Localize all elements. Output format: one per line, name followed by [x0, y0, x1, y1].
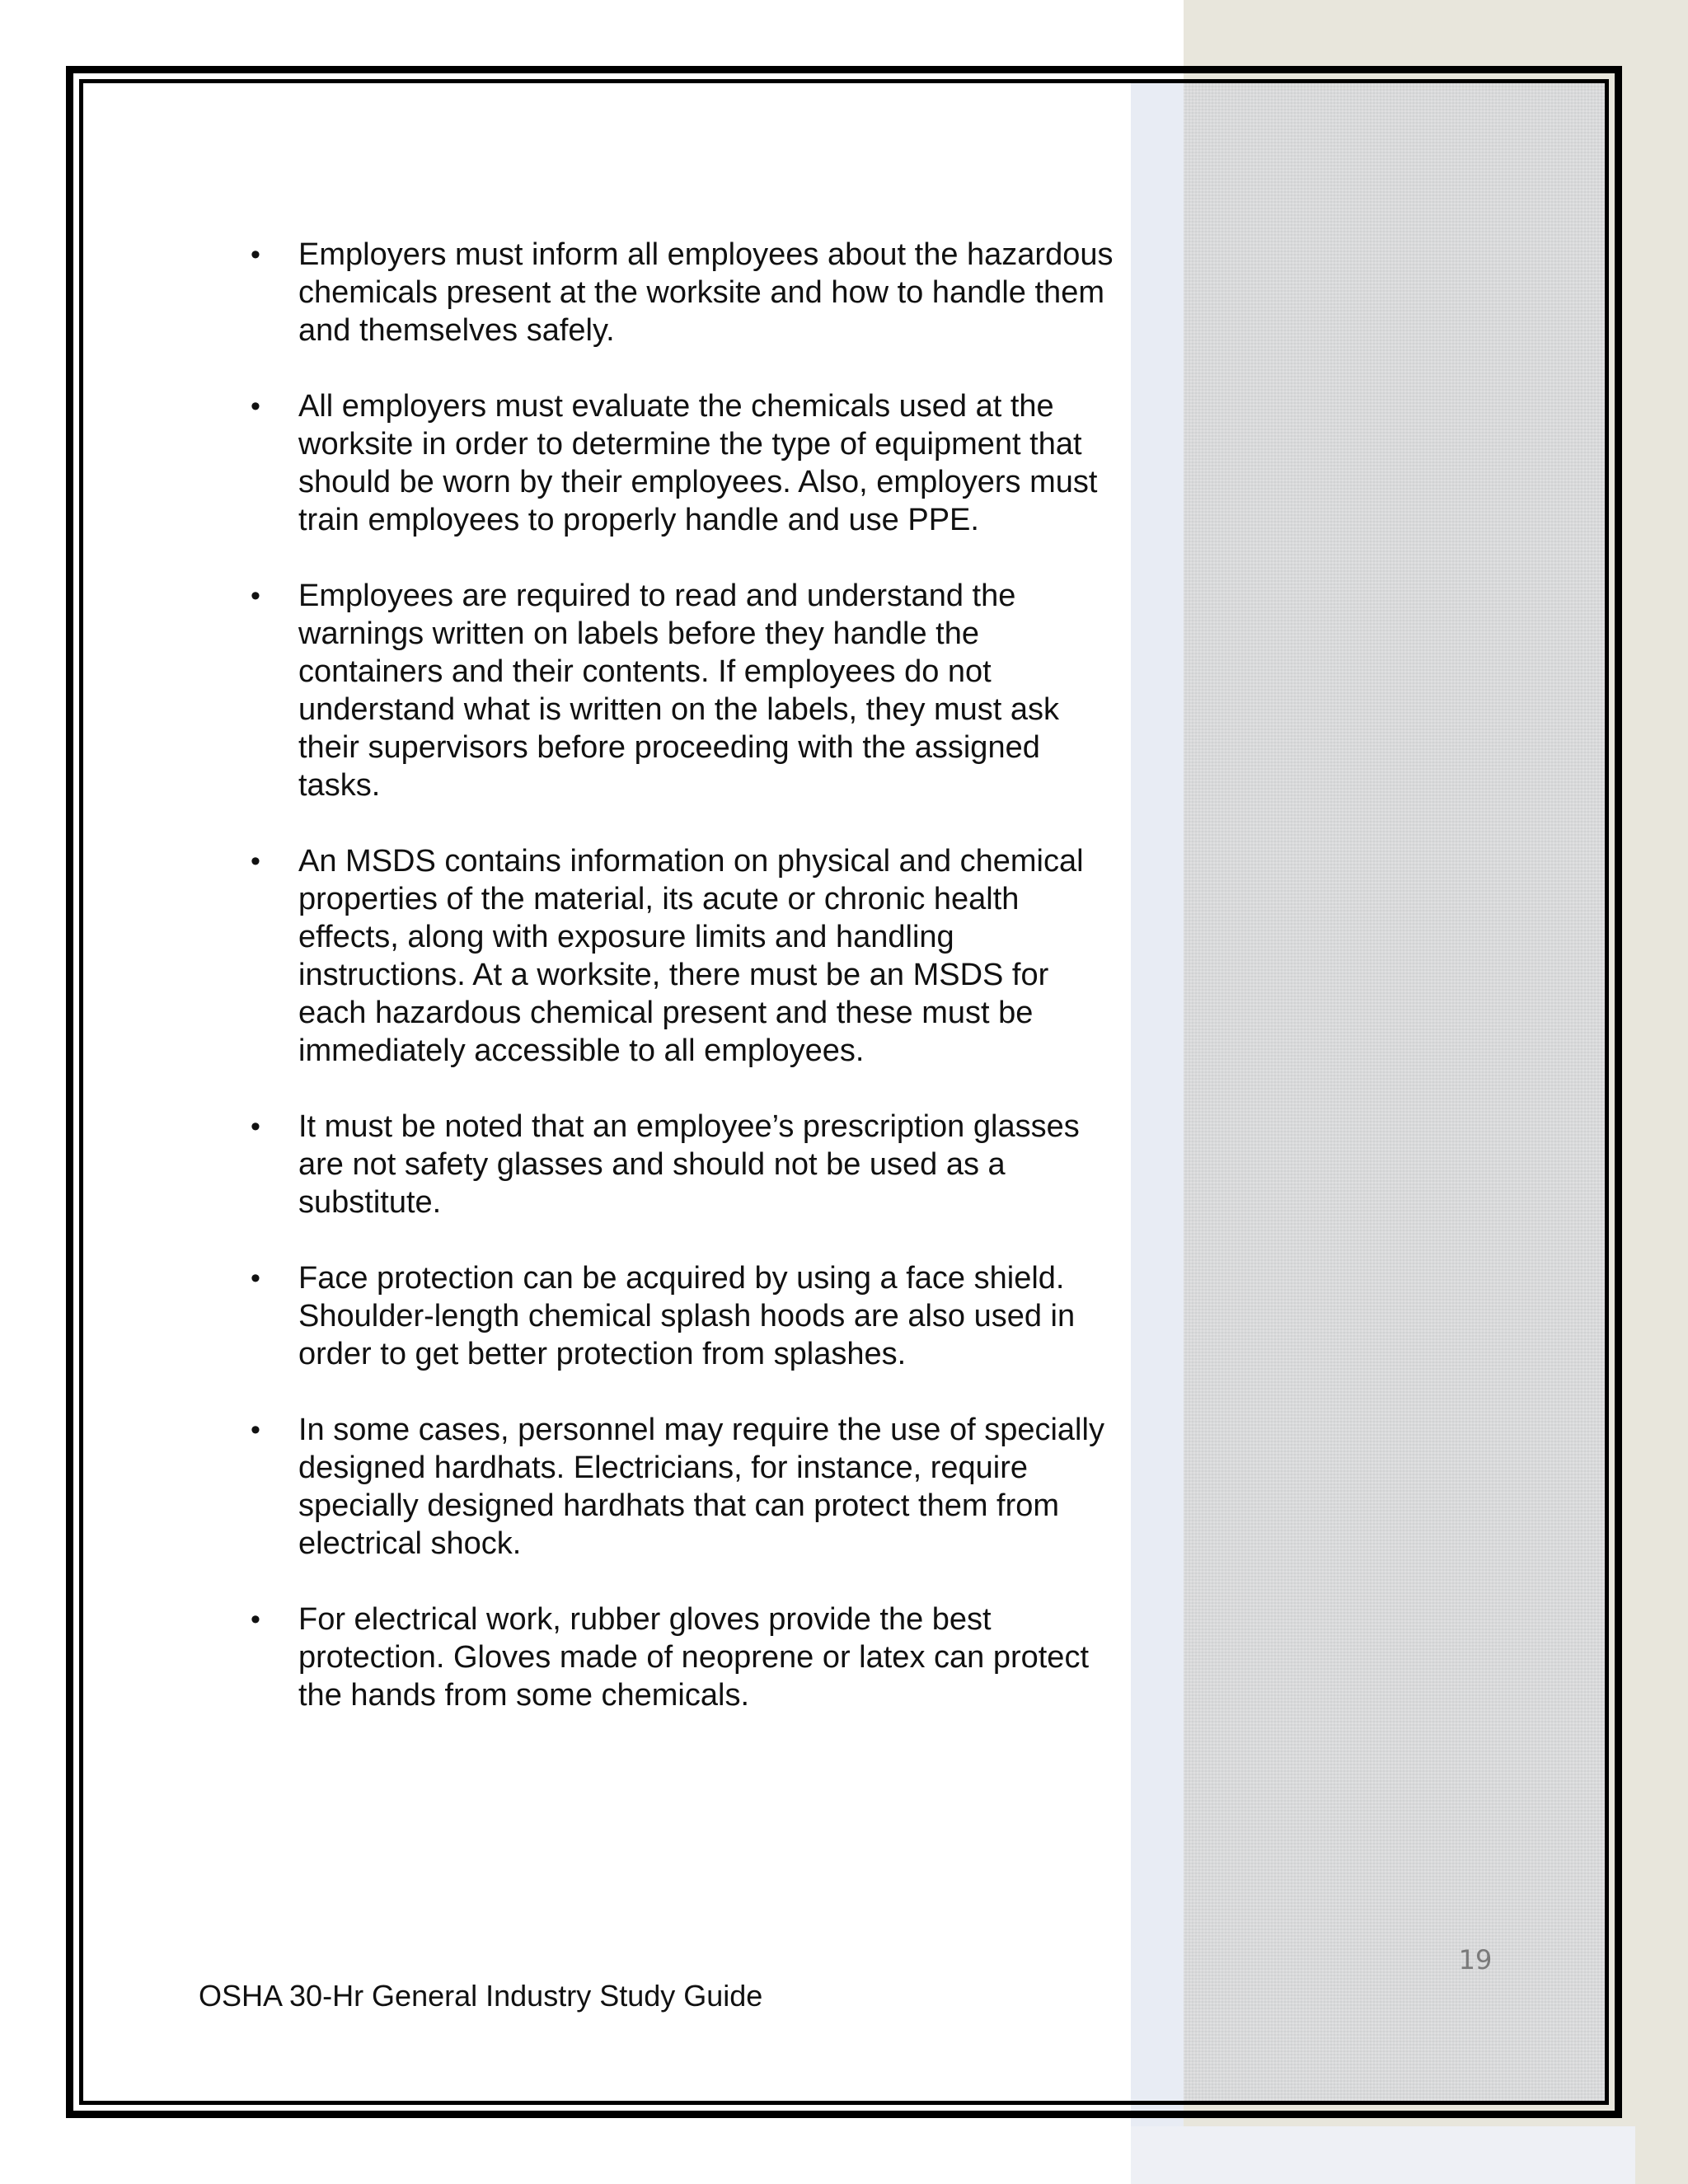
bullet-text: For electrical work, rubber gloves provide the best protection. Gloves made of neoprene or latex can protect the hands from some chemicals.	[298, 1602, 1089, 1713]
bullet-item	[247, 1259, 1121, 1373]
bullet-item	[247, 387, 1121, 539]
bullet-item	[247, 1411, 1121, 1563]
page-content	[247, 236, 1121, 1752]
bullet-icon: •	[251, 1111, 260, 1142]
bullet-icon: •	[251, 1604, 260, 1635]
bullet-item	[247, 842, 1121, 1070]
bullet-icon: •	[251, 239, 260, 270]
footer-title: OSHA 30-Hr General Industry Study Guide	[199, 1979, 763, 2013]
bullet-text: In some cases, personnel may require the use of specially designed hardhats. Electricians, for instance, require specially designed hardhats that can protect them from electrical shock.	[298, 1413, 1104, 1561]
bullet-text: All employers must evaluate the chemicals used at the worksite in order to determine the type of equipment that should be worn by their employees. Also, employers must train employees to properly handle and use PPE.	[298, 389, 1098, 537]
bullet-text: Face protection can be acquired by using a face shield. Shoulder-length chemical splash hoods are also used in order to get better protection from splashes.	[298, 1261, 1076, 1371]
bullet-text: Employers must inform all employees about the hazardous chemicals present at the worksite and how to handle them and themselves safely.	[298, 237, 1114, 348]
bullet-icon: •	[251, 846, 260, 877]
bullet-list	[247, 236, 1121, 1714]
decorative-blue-band-bottom	[1131, 2126, 1635, 2184]
bullet-item	[247, 236, 1121, 349]
bullet-text: Employees are required to read and understand the warnings written on labels before they handle the containers and their contents. If employees do not understand what is written on the labels, they must ask their supervisors before proceeding with the assigned tasks.	[298, 579, 1060, 803]
page-number: 19	[1458, 1944, 1493, 1975]
bullet-item	[247, 1601, 1121, 1714]
bullet-item	[247, 1108, 1121, 1221]
bullet-icon: •	[251, 1263, 260, 1294]
bullet-item	[247, 577, 1121, 804]
bullet-text: An MSDS contains information on physical and chemical properties of the material, its acute or chronic health effects, along with exposure limits and handling instructions. At a worksite, there must be an MSDS for each hazardous chemical present and these must be immediately accessible to all employees.	[298, 844, 1084, 1068]
bullet-icon: •	[251, 391, 260, 422]
bullet-icon: •	[251, 580, 260, 612]
bullet-icon: •	[251, 1414, 260, 1446]
bullet-text: It must be noted that an employee’s prescription glasses are not safety glasses and should not be used as a substitute.	[298, 1109, 1080, 1220]
